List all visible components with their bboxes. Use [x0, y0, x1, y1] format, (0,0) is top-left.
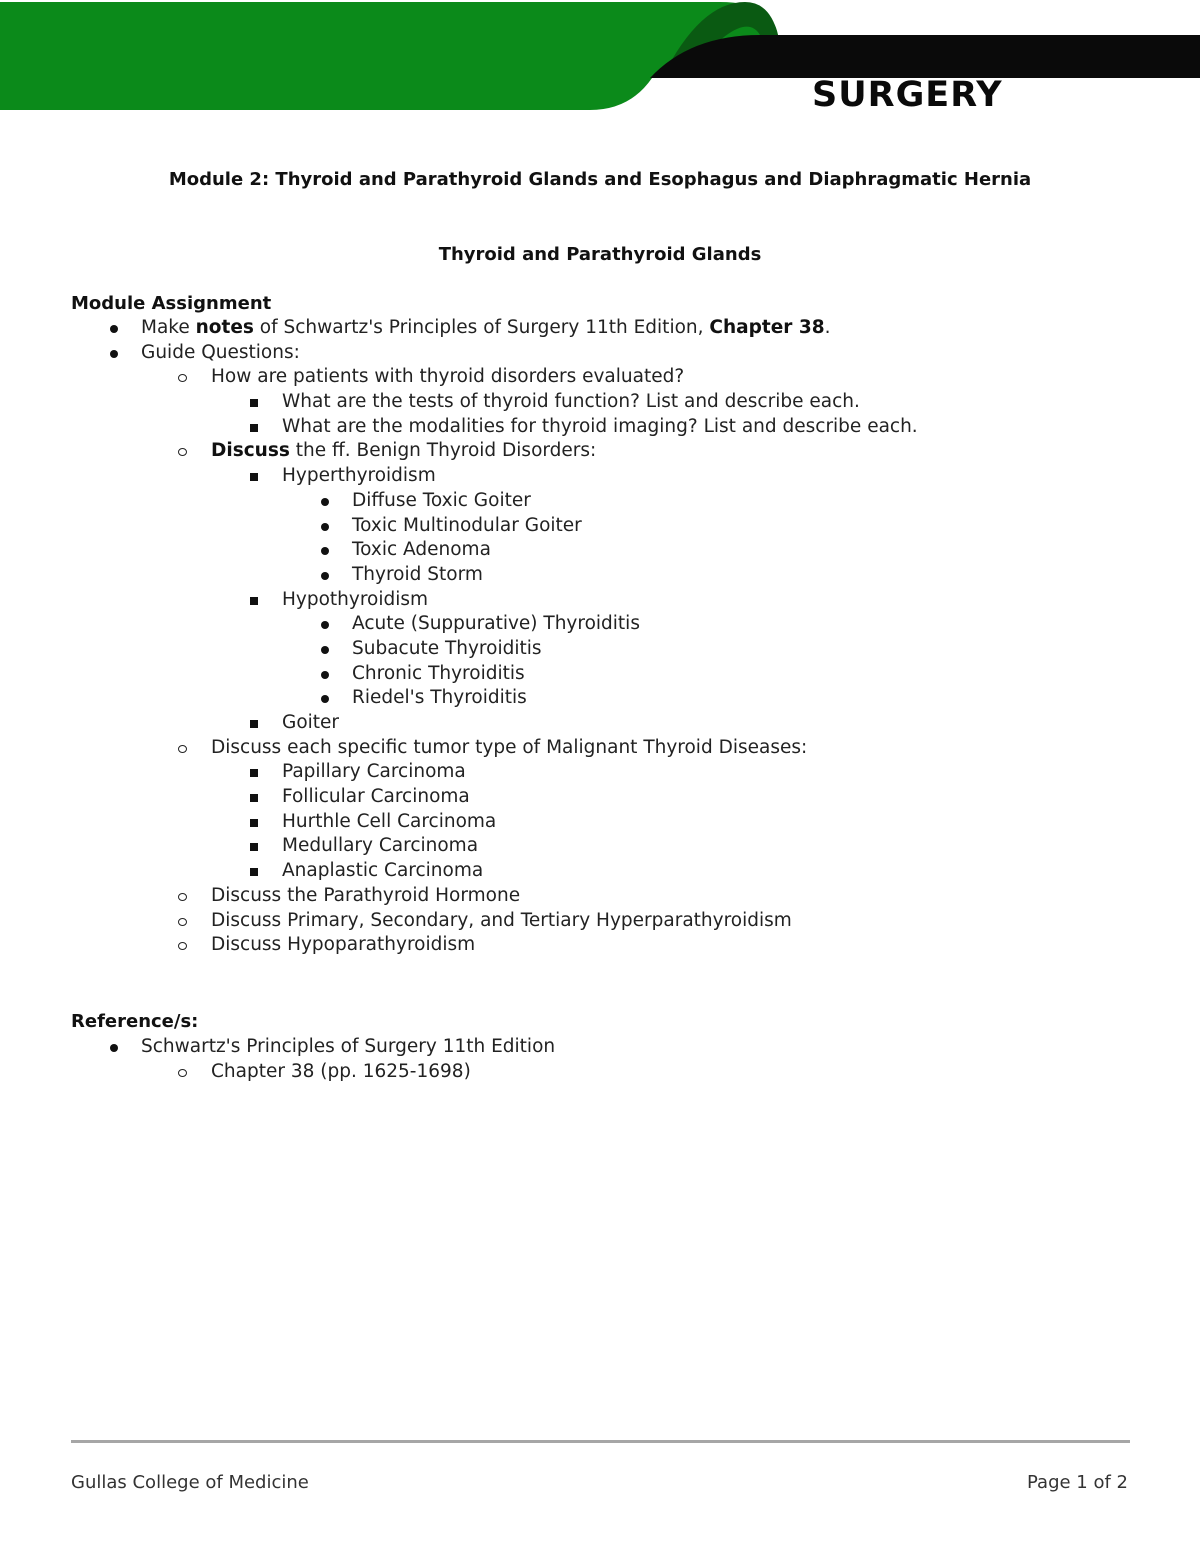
list-item	[0, 760, 1200, 785]
list-item-text: Chapter 38 (pp. 1625-1698)	[211, 1060, 471, 1082]
square-bullet-icon	[250, 769, 258, 777]
list-item-text: Schwartz's Principles of Surgery 11th Edition	[141, 1036, 556, 1057]
list-item	[0, 859, 1200, 884]
list-item	[0, 612, 1200, 637]
list-item-text: Discuss the Parathyroid Hormone	[211, 884, 521, 906]
bullet-icon	[321, 646, 329, 654]
list-item-text: Papillary Carcinoma	[282, 761, 466, 783]
list-item	[0, 538, 1200, 563]
list-item-text: What are the tests of thyroid function? List and describe each.	[282, 391, 860, 413]
list-item-text: Acute (Suppurative) Thyroiditis	[352, 613, 640, 635]
list-item	[0, 341, 1200, 366]
list-item-text: Goiter	[282, 712, 340, 733]
list-item	[0, 1035, 1200, 1060]
bullet-icon	[321, 695, 329, 703]
list-item-text: Riedel's Thyroiditis	[352, 687, 527, 709]
assignment-list	[0, 316, 1200, 958]
circle-bullet-icon	[178, 745, 187, 753]
section-title: Thyroid and Parathyroid Glands	[438, 244, 762, 265]
assignment-heading: Module Assignment	[71, 293, 272, 314]
square-bullet-icon	[250, 473, 258, 481]
square-bullet-icon	[250, 399, 258, 407]
circle-bullet-icon	[178, 448, 187, 456]
bullet-icon	[321, 523, 329, 531]
bullet-icon	[321, 671, 329, 679]
bullet-icon	[321, 621, 329, 629]
list-item-text: Discuss each specific tumor type of Malignant Thyroid Diseases:	[211, 736, 808, 758]
square-bullet-icon	[250, 794, 258, 802]
list-item	[0, 884, 1200, 909]
list-item	[0, 514, 1200, 539]
list-item	[0, 415, 1200, 440]
list-item	[0, 563, 1200, 588]
page-header	[0, 0, 1200, 130]
list-item-text: Follicular Carcinoma	[282, 786, 470, 808]
bullet-icon	[110, 325, 118, 333]
list-item	[0, 785, 1200, 810]
list-item	[0, 316, 1200, 341]
bullet-icon	[110, 1044, 118, 1052]
square-bullet-icon	[250, 819, 258, 827]
square-bullet-icon	[250, 868, 258, 876]
list-item	[0, 588, 1200, 613]
bullet-icon	[321, 498, 329, 506]
list-item	[0, 834, 1200, 859]
circle-bullet-icon	[178, 918, 187, 926]
list-item	[0, 933, 1200, 958]
list-item-text: Medullary Carcinoma	[282, 835, 479, 857]
list-item-text: What are the modalities for thyroid imaging? List and describe each.	[282, 415, 918, 437]
footer-institution: Gullas College of Medicine	[71, 1472, 309, 1493]
list-item	[0, 662, 1200, 687]
circle-bullet-icon	[178, 1069, 187, 1077]
list-item-text: Toxic Adenoma	[352, 539, 491, 561]
list-item-text: Anaplastic Carcinoma	[282, 860, 484, 882]
page-number: Page 1 of 2	[1027, 1472, 1128, 1493]
page-title: Module 2: Thyroid and Parathyroid Glands and Esophagus and Diaphragmatic Hernia	[168, 169, 1032, 190]
list-item-text: Hyperthyroidism	[282, 465, 436, 487]
header-banner-graphic	[0, 0, 1200, 130]
list-item-text: Subacute Thyroiditis	[352, 637, 542, 659]
list-item-text: Discuss the ff. Benign Thyroid Disorders:	[211, 440, 597, 462]
circle-bullet-icon	[178, 893, 187, 901]
references-heading: Reference/s:	[71, 1011, 199, 1032]
list-item-text: Toxic Multinodular Goiter	[352, 514, 582, 536]
footer-divider	[71, 1440, 1130, 1443]
list-item	[0, 464, 1200, 489]
bullet-icon	[321, 572, 329, 580]
list-item-text: Thyroid Storm	[352, 563, 483, 585]
square-bullet-icon	[250, 424, 258, 432]
square-bullet-icon	[250, 720, 258, 728]
list-item-text: Make notes of Schwartz's Principles of Surgery 11th Edition, Chapter 38.	[141, 317, 831, 338]
list-item	[0, 810, 1200, 835]
list-item	[0, 439, 1200, 464]
references-list	[0, 1035, 1200, 1084]
list-item	[0, 1060, 1200, 1085]
list-item	[0, 365, 1200, 390]
brand-title: SURGERY	[812, 75, 1003, 115]
list-item-text: Hypothyroidism	[282, 588, 429, 610]
list-item-text: Hurthle Cell Carcinoma	[282, 810, 497, 832]
square-bullet-icon	[250, 597, 258, 605]
list-item-text: Diffuse Toxic Goiter	[352, 489, 531, 511]
list-item-text: How are patients with thyroid disorders evaluated?	[211, 366, 685, 388]
square-bullet-icon	[250, 843, 258, 851]
list-item	[0, 736, 1200, 761]
circle-bullet-icon	[178, 374, 187, 382]
list-item	[0, 489, 1200, 514]
bullet-icon	[321, 547, 329, 555]
list-item	[0, 637, 1200, 662]
list-item-text: Chronic Thyroiditis	[352, 662, 525, 684]
list-item-text: Guide Questions:	[141, 341, 300, 363]
circle-bullet-icon	[178, 942, 187, 950]
list-item	[0, 711, 1200, 736]
list-item-text: Discuss Hypoparathyroidism	[211, 934, 476, 956]
list-item	[0, 686, 1200, 711]
list-item	[0, 390, 1200, 415]
list-item	[0, 909, 1200, 934]
bullet-icon	[110, 350, 118, 358]
list-item-text: Discuss Primary, Secondary, and Tertiary Hyperparathyroidism	[211, 909, 792, 931]
